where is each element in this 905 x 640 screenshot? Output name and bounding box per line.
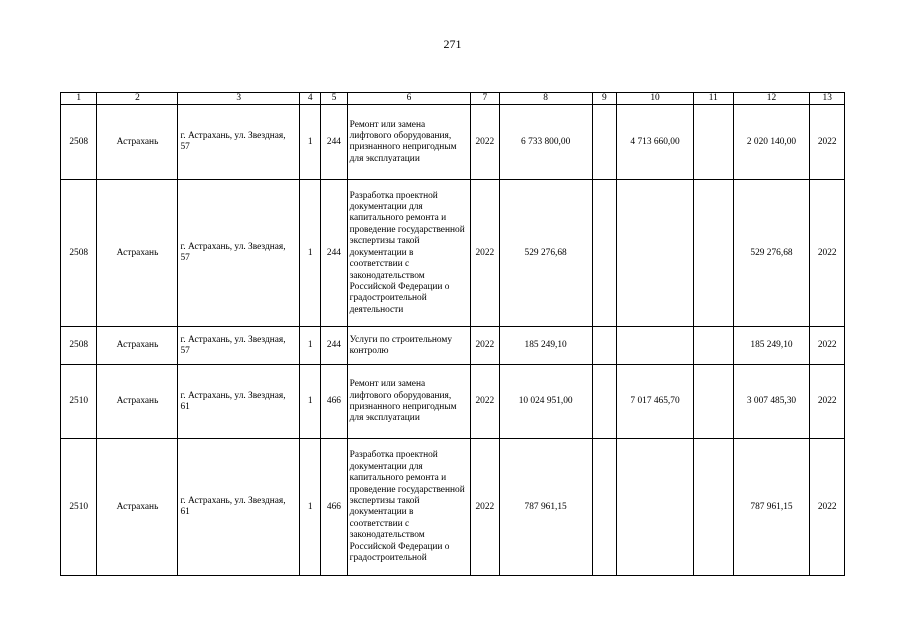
col13-cell: 2022 — [810, 439, 845, 576]
col9-cell — [592, 180, 616, 327]
col13-cell: 2022 — [810, 180, 845, 327]
table-row — [61, 180, 845, 327]
page-number: 271 — [443, 37, 462, 51]
col4-cell: 1 — [300, 439, 321, 576]
table-row — [61, 105, 845, 180]
code-cell: 2508 — [61, 105, 97, 180]
col5-cell: 244 — [321, 180, 347, 327]
city-cell: Астрахань — [97, 439, 178, 576]
col4-cell: 1 — [300, 180, 321, 327]
col11-cell — [694, 439, 734, 576]
column-header: 9 — [592, 93, 616, 105]
col12-cell: 185 249,10 — [733, 327, 810, 365]
col10-cell: 7 017 465,70 — [617, 365, 694, 439]
table-row — [61, 365, 845, 439]
col5-cell: 466 — [321, 365, 347, 439]
city-cell: Астрахань — [97, 105, 178, 180]
table-row — [61, 327, 845, 365]
col9-cell — [592, 365, 616, 439]
column-header: 6 — [347, 93, 471, 105]
column-header: 1 — [61, 93, 97, 105]
city-cell: Астрахань — [97, 327, 178, 365]
city-cell: Астрахань — [97, 365, 178, 439]
col4-cell: 1 — [300, 327, 321, 365]
column-header: 10 — [617, 93, 694, 105]
col10-cell — [617, 180, 694, 327]
col9-cell — [592, 327, 616, 365]
col9-cell — [592, 439, 616, 576]
work-type-cell: Ремонт или замена лифтового оборудования, признанного непригодным для эксплуатации — [347, 365, 471, 439]
col11-cell — [694, 105, 734, 180]
col10-cell — [617, 327, 694, 365]
col11-cell — [694, 180, 734, 327]
address-cell: г. Астрахань, ул. Звездная, 61 — [178, 439, 300, 576]
capital-repair-table — [60, 92, 845, 576]
work-type-cell: Ремонт или замена лифтового оборудования, признанного непригодным для эксплуатации — [347, 105, 471, 180]
column-header: 7 — [471, 93, 499, 105]
col12-cell: 3 007 485,30 — [733, 365, 810, 439]
code-cell: 2508 — [61, 327, 97, 365]
col4-cell: 1 — [300, 105, 321, 180]
col5-cell: 244 — [321, 105, 347, 180]
column-header: 11 — [694, 93, 734, 105]
year-cell: 2022 — [471, 327, 499, 365]
column-header: 5 — [321, 93, 347, 105]
address-cell: г. Астрахань, ул. Звездная, 57 — [178, 105, 300, 180]
col9-cell — [592, 105, 616, 180]
total-cost-cell: 185 249,10 — [499, 327, 592, 365]
column-header: 4 — [300, 93, 321, 105]
total-cost-cell: 787 961,15 — [499, 439, 592, 576]
work-type-cell: Услуги по строительному контролю — [347, 327, 471, 365]
year-cell: 2022 — [471, 365, 499, 439]
total-cost-cell: 10 024 951,00 — [499, 365, 592, 439]
col12-cell: 529 276,68 — [733, 180, 810, 327]
col12-cell: 2 020 140,00 — [733, 105, 810, 180]
code-cell: 2508 — [61, 180, 97, 327]
col13-cell: 2022 — [810, 327, 845, 365]
total-cost-cell: 529 276,68 — [499, 180, 592, 327]
table-row — [61, 439, 845, 576]
col5-cell: 244 — [321, 327, 347, 365]
col10-cell: 4 713 660,00 — [617, 105, 694, 180]
total-cost-cell: 6 733 800,00 — [499, 105, 592, 180]
year-cell: 2022 — [471, 439, 499, 576]
table-header-row — [61, 93, 845, 105]
column-header: 2 — [97, 93, 178, 105]
column-header: 12 — [733, 93, 810, 105]
work-type-cell: Разработка проектной документации для капитального ремонта и проведение государственной экспертизы такой документации в соответствии с законодательством Российской Федерации о градостроительной деятельности — [347, 180, 471, 327]
code-cell: 2510 — [61, 439, 97, 576]
code-cell: 2510 — [61, 365, 97, 439]
year-cell: 2022 — [471, 105, 499, 180]
work-type-cell: Разработка проектной документации для капитального ремонта и проведение государственной экспертизы такой документации в соответствии с законодательством Российской Федерации о градостроительной — [347, 439, 471, 576]
col11-cell — [694, 327, 734, 365]
column-header: 13 — [810, 93, 845, 105]
col5-cell: 466 — [321, 439, 347, 576]
col13-cell: 2022 — [810, 105, 845, 180]
col11-cell — [694, 365, 734, 439]
col12-cell: 787 961,15 — [733, 439, 810, 576]
address-cell: г. Астрахань, ул. Звездная, 61 — [178, 365, 300, 439]
address-cell: г. Астрахань, ул. Звездная, 57 — [178, 180, 300, 327]
column-header: 8 — [499, 93, 592, 105]
col13-cell: 2022 — [810, 365, 845, 439]
city-cell: Астрахань — [97, 180, 178, 327]
col4-cell: 1 — [300, 365, 321, 439]
year-cell: 2022 — [471, 180, 499, 327]
address-cell: г. Астрахань, ул. Звездная, 57 — [178, 327, 300, 365]
col10-cell — [617, 439, 694, 576]
column-header: 3 — [178, 93, 300, 105]
